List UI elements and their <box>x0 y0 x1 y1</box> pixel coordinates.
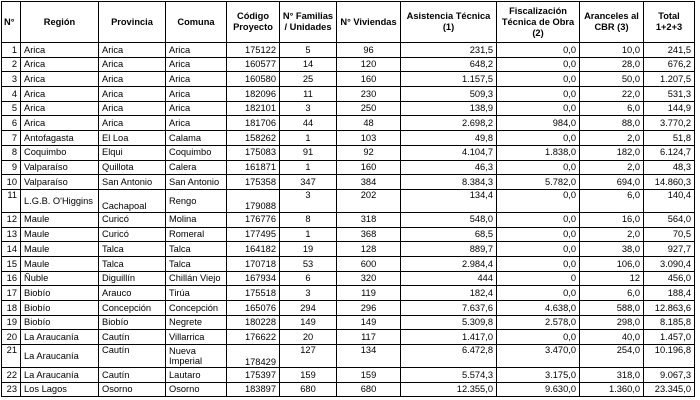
cell-region: Biobío <box>21 301 99 316</box>
header-comuna: Comuna <box>166 2 227 43</box>
cell-n: 6 <box>2 116 21 131</box>
cell-total: 9.067,3 <box>644 368 695 383</box>
cell-fiscalizacion: 0,0 <box>497 256 580 271</box>
cell-comuna: Arica <box>166 116 227 131</box>
cell-fiscalizacion: 984,0 <box>497 116 580 131</box>
cell-codigo: 161871 <box>227 160 280 175</box>
cell-asistencia: 7.637,6 <box>401 301 497 316</box>
cell-region: Antofagasta <box>21 131 99 146</box>
cell-aranceles: 254,0 <box>580 345 644 368</box>
cell-total: 456,0 <box>644 271 695 286</box>
cell-codigo: 180228 <box>227 315 280 330</box>
cell-fiscalizacion: 0,0 <box>497 131 580 146</box>
cell-provincia: Cautín <box>99 345 166 368</box>
cell-viviendas: 250 <box>337 101 401 116</box>
cell-n: 8 <box>2 145 21 160</box>
cell-comuna: Romeral <box>166 227 227 242</box>
cell-viviendas: 149 <box>337 315 401 330</box>
cell-fiscalizacion: 0,0 <box>497 330 580 345</box>
cell-region: Maule <box>21 256 99 271</box>
cell-provincia: Talca <box>99 242 166 257</box>
cell-n: 16 <box>2 271 21 286</box>
cell-asistencia: 231,5 <box>401 43 497 58</box>
cell-aranceles: 2,0 <box>580 160 644 175</box>
cell-familias: 1 <box>280 131 337 146</box>
cell-fiscalizacion: 0,0 <box>497 286 580 301</box>
cell-codigo: 177495 <box>227 227 280 242</box>
cell-comuna: Arica <box>166 101 227 116</box>
header-familias: N° Familias / Unidades <box>280 2 337 43</box>
cell-total: 676,2 <box>644 57 695 72</box>
cell-codigo: 175122 <box>227 43 280 58</box>
table-row <box>2 271 695 286</box>
cell-comuna: Lautaro <box>166 368 227 383</box>
cell-asistencia: 68,5 <box>401 227 497 242</box>
cell-asistencia: 182,4 <box>401 286 497 301</box>
cell-comuna: Villarrica <box>166 330 227 345</box>
cell-fiscalizacion: 2.578,0 <box>497 315 580 330</box>
cell-fiscalizacion: 0,0 <box>497 43 580 58</box>
cell-aranceles: 318,0 <box>580 368 644 383</box>
cell-viviendas: 134 <box>337 345 401 368</box>
cell-provincia: Cachapoal <box>99 189 166 212</box>
cell-codigo: 160577 <box>227 57 280 72</box>
cell-viviendas: 368 <box>337 227 401 242</box>
table-row <box>2 256 695 271</box>
cell-region: Arica <box>21 116 99 131</box>
cell-aranceles: 40,0 <box>580 330 644 345</box>
table-row <box>2 160 695 175</box>
cell-familias: 20 <box>280 330 337 345</box>
cell-provincia: Cautín <box>99 368 166 383</box>
cell-n: 23 <box>2 382 21 397</box>
table-body <box>2 43 695 397</box>
cell-comuna: Rengo <box>166 189 227 212</box>
cell-total: 3.090,4 <box>644 256 695 271</box>
cell-region: Arica <box>21 43 99 58</box>
cell-total: 241,5 <box>644 43 695 58</box>
header-asistencia: Asistencia Técnica (1) <box>401 2 497 43</box>
cell-aranceles: 182,0 <box>580 145 644 160</box>
cell-codigo: 158262 <box>227 131 280 146</box>
cell-total: 48,3 <box>644 160 695 175</box>
cell-viviendas: 48 <box>337 116 401 131</box>
cell-region: Arica <box>21 72 99 87</box>
cell-n: 21 <box>2 345 21 368</box>
cell-codigo: 176622 <box>227 330 280 345</box>
projects-table <box>1 1 695 397</box>
header-aranceles: Aranceles al CBR (3) <box>580 2 644 43</box>
cell-region: Arica <box>21 101 99 116</box>
cell-fiscalizacion: 0,0 <box>497 160 580 175</box>
cell-aranceles: 88,0 <box>580 116 644 131</box>
cell-asistencia: 2.698,2 <box>401 116 497 131</box>
table-row <box>2 145 695 160</box>
cell-aranceles: 2,0 <box>580 131 644 146</box>
cell-asistencia: 5.309,8 <box>401 315 497 330</box>
table-row <box>2 175 695 190</box>
cell-fiscalizacion: 0,0 <box>497 87 580 102</box>
cell-asistencia: 444 <box>401 271 497 286</box>
table-row <box>2 345 695 368</box>
cell-familias: 5 <box>280 43 337 58</box>
table-row <box>2 286 695 301</box>
cell-comuna: Talca <box>166 242 227 257</box>
cell-codigo: 181706 <box>227 116 280 131</box>
cell-region: La Araucanía <box>21 345 99 368</box>
cell-total: 8.185,8 <box>644 315 695 330</box>
cell-familias: 25 <box>280 72 337 87</box>
table-header-row <box>2 2 695 43</box>
header-total: Total 1+2+3 <box>644 2 695 43</box>
cell-region: Biobío <box>21 286 99 301</box>
cell-comuna: Arica <box>166 72 227 87</box>
cell-n: 7 <box>2 131 21 146</box>
cell-fiscalizacion: 0,0 <box>497 227 580 242</box>
cell-codigo: 175358 <box>227 175 280 190</box>
cell-region: L.G.B. O'Higgins <box>21 189 99 212</box>
header-viviendas: N° Viviendas <box>337 2 401 43</box>
cell-total: 10.196,8 <box>644 345 695 368</box>
table-row <box>2 131 695 146</box>
cell-region: Coquimbo <box>21 145 99 160</box>
cell-total: 1.457,0 <box>644 330 695 345</box>
cell-provincia: Cautín <box>99 330 166 345</box>
cell-fiscalizacion: 0,0 <box>497 189 580 212</box>
cell-total: 188,4 <box>644 286 695 301</box>
header-fiscalizacion: Fiscalización Técnica de Obra (2) <box>497 2 580 43</box>
cell-codigo: 165076 <box>227 301 280 316</box>
cell-viviendas: 230 <box>337 87 401 102</box>
cell-provincia: Arica <box>99 87 166 102</box>
cell-region: Biobío <box>21 315 99 330</box>
cell-asistencia: 5.574,3 <box>401 368 497 383</box>
cell-comuna: Coquimbo <box>166 145 227 160</box>
cell-total: 927,7 <box>644 242 695 257</box>
cell-fiscalizacion: 0,0 <box>497 101 580 116</box>
cell-total: 3.770,2 <box>644 116 695 131</box>
cell-familias: 6 <box>280 271 337 286</box>
cell-provincia: Curicó <box>99 212 166 227</box>
cell-comuna: Tirúa <box>166 286 227 301</box>
cell-aranceles: 2,0 <box>580 227 644 242</box>
cell-comuna: Calera <box>166 160 227 175</box>
cell-viviendas: 159 <box>337 368 401 383</box>
cell-n: 20 <box>2 330 21 345</box>
cell-familias: 1 <box>280 160 337 175</box>
cell-comuna: Nueva Imperial <box>166 345 227 368</box>
cell-aranceles: 28,0 <box>580 57 644 72</box>
header-codigo: Código Proyecto <box>227 2 280 43</box>
table-row <box>2 315 695 330</box>
cell-region: Arica <box>21 57 99 72</box>
cell-n: 18 <box>2 301 21 316</box>
cell-asistencia: 2.984,4 <box>401 256 497 271</box>
table-row <box>2 227 695 242</box>
cell-comuna: Chillán Viejo <box>166 271 227 286</box>
cell-provincia: Diguillín <box>99 271 166 286</box>
cell-region: La Araucanía <box>21 368 99 383</box>
cell-comuna: San Antonio <box>166 175 227 190</box>
cell-asistencia: 49,8 <box>401 131 497 146</box>
cell-familias: 19 <box>280 242 337 257</box>
cell-fiscalizacion: 3.470,0 <box>497 345 580 368</box>
cell-aranceles: 106,0 <box>580 256 644 271</box>
cell-provincia: Arauco <box>99 286 166 301</box>
cell-viviendas: 92 <box>337 145 401 160</box>
cell-total: 6.124,7 <box>644 145 695 160</box>
cell-n: 22 <box>2 368 21 383</box>
cell-familias: 11 <box>280 87 337 102</box>
table-row <box>2 189 695 212</box>
cell-aranceles: 16,0 <box>580 212 644 227</box>
cell-total: 564,0 <box>644 212 695 227</box>
cell-fiscalizacion: 4.638,0 <box>497 301 580 316</box>
cell-fiscalizacion: 0,0 <box>497 242 580 257</box>
cell-asistencia: 1.157,5 <box>401 72 497 87</box>
cell-provincia: Arica <box>99 116 166 131</box>
cell-viviendas: 96 <box>337 43 401 58</box>
cell-n: 4 <box>2 87 21 102</box>
cell-familias: 680 <box>280 382 337 397</box>
cell-familias: 8 <box>280 212 337 227</box>
cell-aranceles: 588,0 <box>580 301 644 316</box>
cell-comuna: Arica <box>166 57 227 72</box>
cell-provincia: Arica <box>99 72 166 87</box>
cell-total: 23.345,0 <box>644 382 695 397</box>
cell-viviendas: 318 <box>337 212 401 227</box>
cell-region: Valparaíso <box>21 160 99 175</box>
cell-fiscalizacion: 0 <box>497 271 580 286</box>
cell-asistencia: 1.417,0 <box>401 330 497 345</box>
cell-total: 140,4 <box>644 189 695 212</box>
cell-region: Arica <box>21 87 99 102</box>
cell-codigo: 183897 <box>227 382 280 397</box>
table-row <box>2 57 695 72</box>
cell-familias: 294 <box>280 301 337 316</box>
cell-asistencia: 6.472,8 <box>401 345 497 368</box>
cell-familias: 44 <box>280 116 337 131</box>
cell-total: 51,8 <box>644 131 695 146</box>
cell-n: 2 <box>2 57 21 72</box>
cell-codigo: 170718 <box>227 256 280 271</box>
cell-viviendas: 384 <box>337 175 401 190</box>
cell-fiscalizacion: 5.782,0 <box>497 175 580 190</box>
cell-fiscalizacion: 1.838,0 <box>497 145 580 160</box>
cell-region: Maule <box>21 212 99 227</box>
table-row <box>2 212 695 227</box>
cell-aranceles: 50,0 <box>580 72 644 87</box>
cell-n: 15 <box>2 256 21 271</box>
cell-total: 12.863,6 <box>644 301 695 316</box>
cell-region: Los Lagos <box>21 382 99 397</box>
cell-viviendas: 128 <box>337 242 401 257</box>
cell-viviendas: 202 <box>337 189 401 212</box>
cell-codigo: 182101 <box>227 101 280 116</box>
cell-comuna: Concepción <box>166 301 227 316</box>
cell-aranceles: 10,0 <box>580 43 644 58</box>
cell-provincia: Biobío <box>99 315 166 330</box>
cell-total: 144,9 <box>644 101 695 116</box>
cell-codigo: 176776 <box>227 212 280 227</box>
cell-aranceles: 694,0 <box>580 175 644 190</box>
table-row <box>2 116 695 131</box>
header-n: N° <box>2 2 21 43</box>
cell-total: 1.207,5 <box>644 72 695 87</box>
table-row <box>2 72 695 87</box>
cell-asistencia: 648,2 <box>401 57 497 72</box>
cell-provincia: Elqui <box>99 145 166 160</box>
cell-comuna: Arica <box>166 87 227 102</box>
cell-n: 17 <box>2 286 21 301</box>
table-row <box>2 43 695 58</box>
cell-aranceles: 6,0 <box>580 286 644 301</box>
cell-viviendas: 296 <box>337 301 401 316</box>
cell-fiscalizacion: 3.175,0 <box>497 368 580 383</box>
cell-familias: 3 <box>280 286 337 301</box>
cell-familias: 149 <box>280 315 337 330</box>
cell-codigo: 175518 <box>227 286 280 301</box>
cell-provincia: Arica <box>99 43 166 58</box>
cell-asistencia: 4.104,7 <box>401 145 497 160</box>
cell-codigo: 175397 <box>227 368 280 383</box>
cell-aranceles: 38,0 <box>580 242 644 257</box>
cell-familias: 53 <box>280 256 337 271</box>
cell-comuna: Calama <box>166 131 227 146</box>
cell-aranceles: 12 <box>580 271 644 286</box>
cell-familias: 347 <box>280 175 337 190</box>
cell-familias: 1 <box>280 227 337 242</box>
cell-familias: 14 <box>280 57 337 72</box>
cell-asistencia: 889,7 <box>401 242 497 257</box>
cell-n: 14 <box>2 242 21 257</box>
cell-asistencia: 12.355,0 <box>401 382 497 397</box>
cell-provincia: El Loa <box>99 131 166 146</box>
cell-codigo: 179088 <box>227 189 280 212</box>
cell-n: 10 <box>2 175 21 190</box>
cell-familias: 159 <box>280 368 337 383</box>
cell-aranceles: 22,0 <box>580 87 644 102</box>
header-region: Región <box>21 2 99 43</box>
cell-n: 1 <box>2 43 21 58</box>
cell-viviendas: 160 <box>337 72 401 87</box>
cell-n: 3 <box>2 72 21 87</box>
cell-viviendas: 600 <box>337 256 401 271</box>
cell-region: La Araucanía <box>21 330 99 345</box>
cell-viviendas: 119 <box>337 286 401 301</box>
cell-region: Valparaíso <box>21 175 99 190</box>
cell-codigo: 160580 <box>227 72 280 87</box>
cell-region: Maule <box>21 242 99 257</box>
cell-total: 70,5 <box>644 227 695 242</box>
cell-codigo: 164182 <box>227 242 280 257</box>
cell-familias: 3 <box>280 189 337 212</box>
cell-codigo: 178429 <box>227 345 280 368</box>
table-row <box>2 368 695 383</box>
cell-codigo: 175083 <box>227 145 280 160</box>
cell-aranceles: 6,0 <box>580 101 644 116</box>
cell-asistencia: 509,3 <box>401 87 497 102</box>
cell-codigo: 182096 <box>227 87 280 102</box>
cell-comuna: Arica <box>166 43 227 58</box>
cell-n: 9 <box>2 160 21 175</box>
cell-familias: 3 <box>280 101 337 116</box>
table-row <box>2 330 695 345</box>
cell-provincia: Arica <box>99 57 166 72</box>
cell-provincia: Talca <box>99 256 166 271</box>
table-row <box>2 301 695 316</box>
cell-aranceles: 298,0 <box>580 315 644 330</box>
cell-familias: 127 <box>280 345 337 368</box>
table-row <box>2 242 695 257</box>
cell-fiscalizacion: 0,0 <box>497 72 580 87</box>
cell-aranceles: 6,0 <box>580 189 644 212</box>
cell-comuna: Osorno <box>166 382 227 397</box>
cell-provincia: Curicó <box>99 227 166 242</box>
cell-viviendas: 320 <box>337 271 401 286</box>
cell-asistencia: 134,4 <box>401 189 497 212</box>
cell-n: 5 <box>2 101 21 116</box>
cell-region: Maule <box>21 227 99 242</box>
cell-aranceles: 1.360,0 <box>580 382 644 397</box>
cell-asistencia: 138,9 <box>401 101 497 116</box>
cell-total: 14.860,3 <box>644 175 695 190</box>
cell-provincia: Concepción <box>99 301 166 316</box>
cell-viviendas: 103 <box>337 131 401 146</box>
cell-n: 11 <box>2 189 21 212</box>
table-row <box>2 382 695 397</box>
cell-fiscalizacion: 0,0 <box>497 57 580 72</box>
cell-provincia: Arica <box>99 101 166 116</box>
cell-fiscalizacion: 0,0 <box>497 212 580 227</box>
table-row <box>2 101 695 116</box>
cell-provincia: Quillota <box>99 160 166 175</box>
cell-codigo: 167934 <box>227 271 280 286</box>
cell-asistencia: 46,3 <box>401 160 497 175</box>
cell-n: 19 <box>2 315 21 330</box>
header-provincia: Provincia <box>99 2 166 43</box>
cell-asistencia: 548,0 <box>401 212 497 227</box>
cell-viviendas: 117 <box>337 330 401 345</box>
cell-viviendas: 680 <box>337 382 401 397</box>
cell-familias: 91 <box>280 145 337 160</box>
cell-comuna: Negrete <box>166 315 227 330</box>
table-row <box>2 87 695 102</box>
cell-provincia: San Antonio <box>99 175 166 190</box>
cell-viviendas: 120 <box>337 57 401 72</box>
cell-viviendas: 160 <box>337 160 401 175</box>
cell-comuna: Talca <box>166 256 227 271</box>
cell-comuna: Molina <box>166 212 227 227</box>
cell-n: 13 <box>2 227 21 242</box>
cell-n: 12 <box>2 212 21 227</box>
cell-region: Ñuble <box>21 271 99 286</box>
cell-fiscalizacion: 9.630,0 <box>497 382 580 397</box>
cell-asistencia: 8.384,3 <box>401 175 497 190</box>
cell-provincia: Osorno <box>99 382 166 397</box>
cell-total: 531,3 <box>644 87 695 102</box>
